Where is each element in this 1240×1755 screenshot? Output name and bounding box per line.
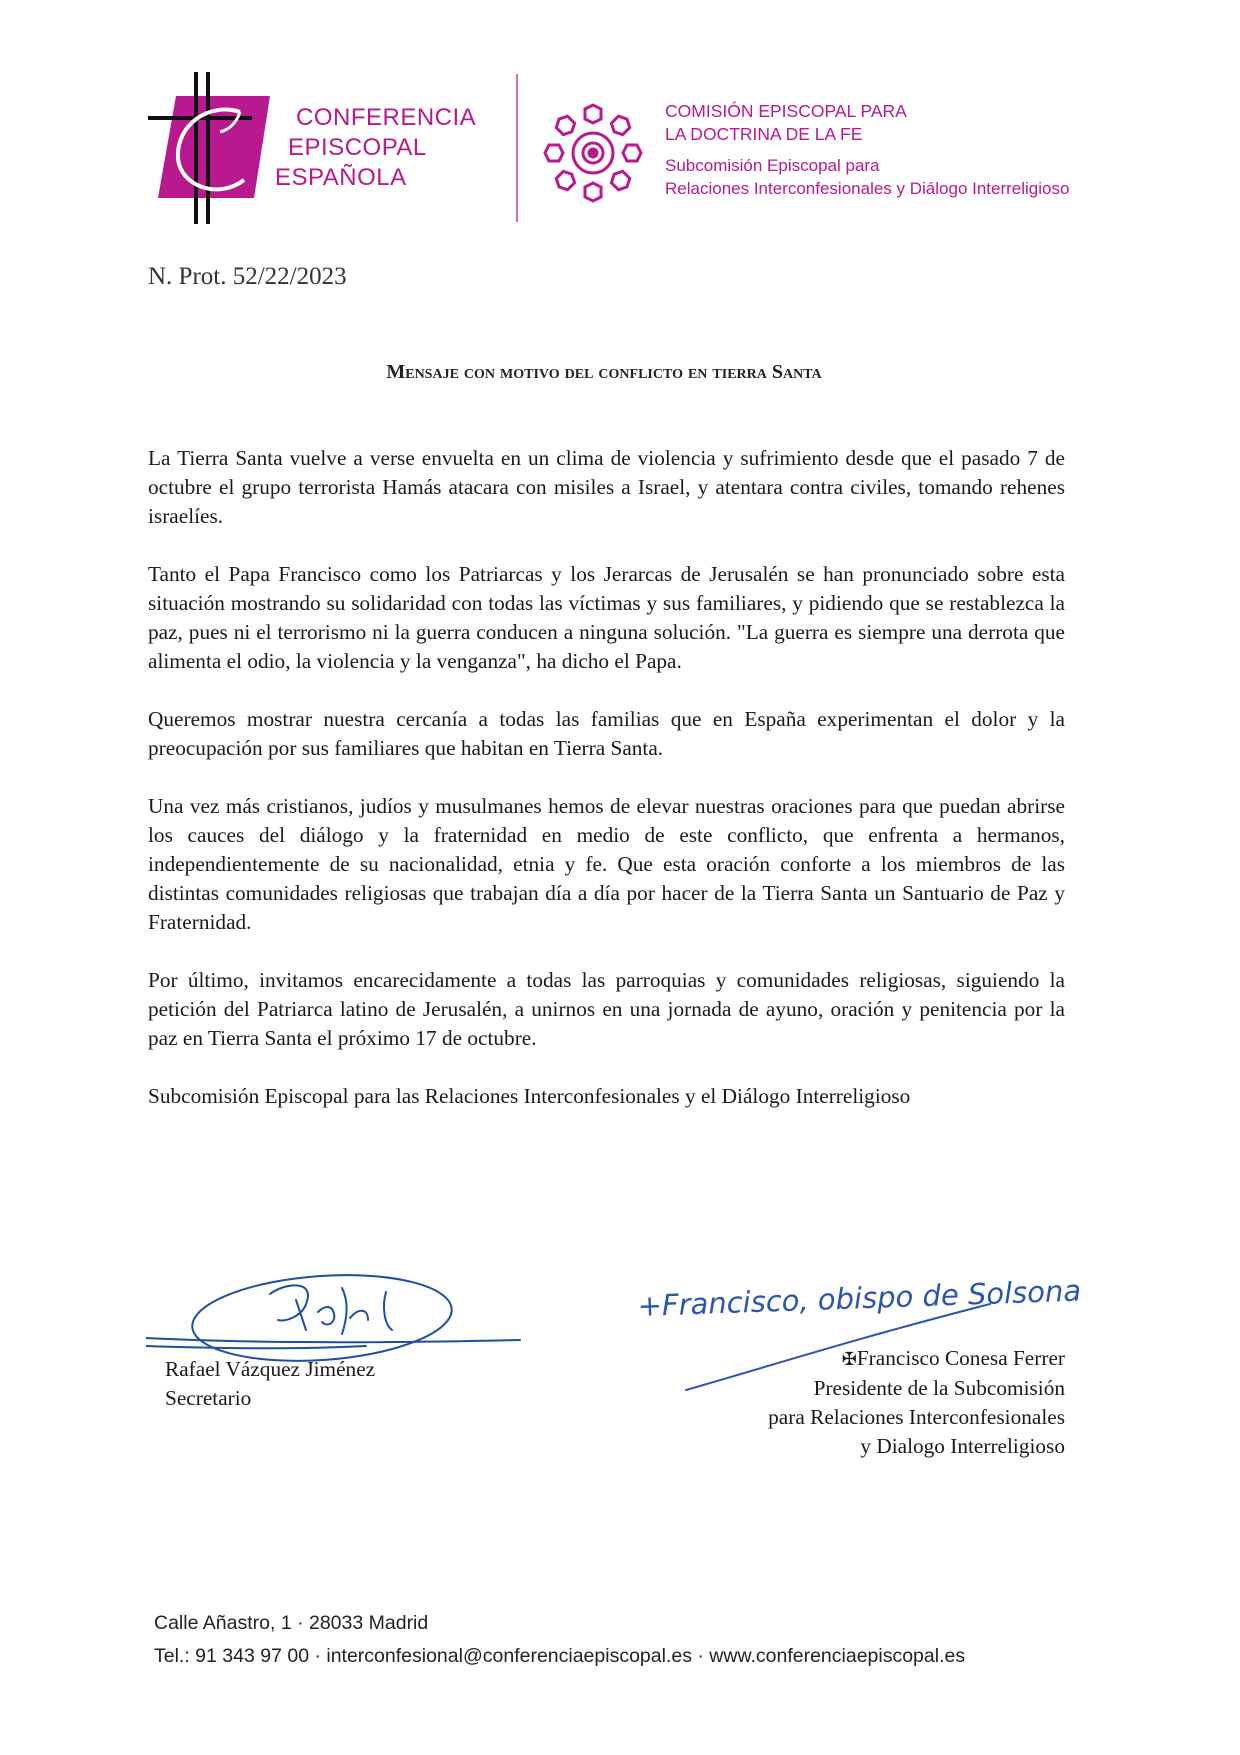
body-paragraph: Queremos mostrar nuestra cercanía a todas las familias que en España experimentan el dolor y la preocupación por sus familiares que habitan en Tierra Santa. bbox=[148, 707, 1065, 760]
cee-name-line-3: ESPAÑOLA bbox=[275, 164, 407, 191]
footer-contact: Tel.: 91 343 97 00 · interconfesional@conferenciaepiscopal.es · www.conferenciaepiscopal.es bbox=[154, 1645, 966, 1667]
header-divider bbox=[516, 74, 518, 222]
body-paragraph: La Tierra Santa vuelve a verse envuelta en un clima de violencia y sufrimiento desde que el pasado 7 de octubre el grupo terrorista Hamás atacara con misiles a Israel, y atentara contra civiles, tomando rehenes israelíes. bbox=[148, 446, 1065, 528]
cee-name-line-1: CONFERENCIA bbox=[296, 104, 477, 131]
signatory-right-role-line: Presidente de la Subcomisión bbox=[813, 1376, 1065, 1400]
signatory-left bbox=[165, 1355, 375, 1413]
commission-line-1: COMISIÓN EPISCOPAL PARA bbox=[665, 101, 907, 121]
body-paragraph: Tanto el Papa Francisco como los Patriarcas y los Jerarcas de Jerusalén se han pronunciado sobre esta situación mostrando su solidaridad con todas las víctimas y sus familiares, y pidiendo que se restablezca la paz, pues ni el terrorismo ni la guerra conducen a ninguna solución. "La guerra es siempre una derrota que alimenta el odio, la violencia y la venganza", ha dicho el Papa. bbox=[148, 562, 1065, 673]
body-paragraph: Por último, invitamos encarecidamente a todas las parroquias y comunidades religiosas, siguiendo la petición del Patriarca latino de Jerusalén, a unirnos en una jornada de ayuno, oración y penitencia por la paz en Tierra Santa el próximo 17 de octubre. bbox=[148, 968, 1065, 1050]
subcommission-line-2: Relaciones Interconfesionales y Diálogo Interreligioso bbox=[665, 179, 1070, 198]
closing-line: Subcomisión Episcopal para las Relaciones Interconfesionales y el Diálogo Interreligioso bbox=[148, 1084, 911, 1108]
signatory-right-role-line: para Relaciones Interconfesionales bbox=[768, 1405, 1065, 1429]
footer-address: Calle Añastro, 1 · 28033 Madrid bbox=[154, 1612, 429, 1634]
subcommission-line-1: Subcomisión Episcopal para bbox=[665, 156, 880, 175]
signatory-right-name: Francisco Conesa Ferrer bbox=[856, 1346, 1065, 1370]
commission-line-2: LA DOCTRINA DE LA FE bbox=[665, 124, 863, 144]
cee-name-line-2: EPISCOPAL bbox=[288, 134, 427, 161]
signature-rafael-icon bbox=[146, 1264, 526, 1364]
document-title: Mensaje con motivo del conflicto en tierra Santa bbox=[386, 361, 822, 383]
doctrine-emblem-icon bbox=[543, 103, 643, 203]
signatory-right-role-line: y Dialogo Interreligioso bbox=[860, 1434, 1065, 1458]
document-body bbox=[148, 444, 1065, 1140]
signatory-left-name: Rafael Vázquez Jiménez bbox=[165, 1357, 376, 1381]
cee-name bbox=[270, 103, 476, 193]
signatory-left-role: Secretario bbox=[165, 1386, 252, 1410]
episcopal-cross-icon: ✠ bbox=[841, 1349, 857, 1369]
signatory-right bbox=[640, 1344, 1065, 1461]
body-paragraph: Una vez más cristianos, judíos y musulmanes hemos de elevar nuestras oraciones para que puedan abrirse los cauces del diálogo y la fraternidad en medio de este conflicto, que enfrenta a hermanos, independientemente de su nacionalidad, etnia y fe. Que esta oración conforte a los miembros de las distintas comunidades religiosas que trabajan día a día por hacer de la Tierra Santa un Santuario de Paz y Fraternidad. bbox=[148, 794, 1065, 934]
signature-francisco-text: +Francisco, obispo de Solsona bbox=[637, 1273, 1082, 1323]
cee-logo-icon bbox=[148, 72, 270, 224]
commission-heading bbox=[665, 100, 1069, 200]
protocol-number: N. Prot. 52/22/2023 bbox=[148, 263, 347, 290]
footer bbox=[154, 1607, 965, 1673]
